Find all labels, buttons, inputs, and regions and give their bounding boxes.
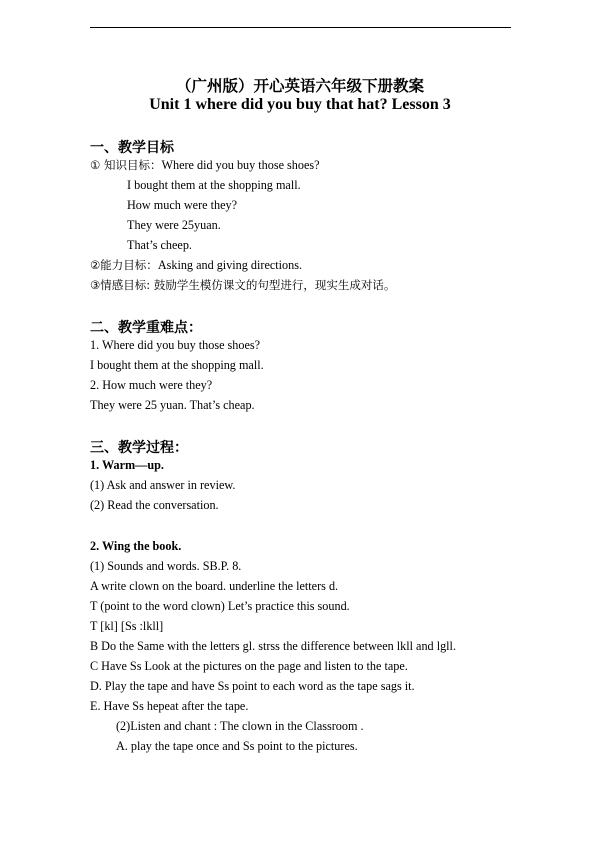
wing-line: D. Play the tape and have Ss point to each word as the tape sags it. bbox=[90, 679, 415, 693]
wing-line: T [kl] [Ss :lkll] bbox=[90, 619, 164, 633]
key-point-line: 2. How much were they? bbox=[90, 378, 213, 392]
objective-emotion-text: 鼓励学生模仿课文的句型进行，现实生成对话。 bbox=[153, 278, 396, 292]
objective-knowledge-label: ① 知识目标： bbox=[90, 158, 162, 172]
wing-line: E. Have Ss hepeat after the tape. bbox=[90, 699, 249, 713]
objective-emotion-label: ③情感目标: bbox=[90, 278, 154, 292]
objective-line: They were 25yuan. bbox=[127, 218, 221, 232]
chant-line: A. play the tape once and Ss point to the pictures. bbox=[116, 739, 358, 753]
chant-line: (2)Listen and chant : The clown in the Classroom . bbox=[116, 719, 364, 733]
objective-knowledge-text: Where did you buy those shoes? bbox=[161, 158, 320, 172]
key-point-line: I bought them at the shopping mall. bbox=[90, 358, 264, 372]
section-heading-process: 三、教学过程： bbox=[90, 440, 188, 456]
section-heading-objectives: 一、教学目标 bbox=[90, 140, 174, 156]
document-title-chinese: （广州版）开心英语六年级下册教案 bbox=[175, 77, 424, 95]
objective-ability bbox=[90, 258, 302, 272]
objective-line: I bought them at the shopping mall. bbox=[127, 178, 301, 192]
key-point-line: They were 25 yuan. That’s cheap. bbox=[90, 398, 255, 412]
step-warmup-title: 1. Warm—up. bbox=[90, 458, 164, 472]
header-rule bbox=[90, 27, 511, 28]
objective-ability-text: Asking and giving directions. bbox=[157, 258, 303, 272]
wing-line: C Have Ss Look at the pictures on the page and listen to the tape. bbox=[90, 659, 408, 673]
objective-ability-label: ②能力目标： bbox=[90, 258, 158, 272]
wing-line: A write clown on the board. underline the letters d. bbox=[90, 579, 339, 593]
warmup-line: (1) Ask and answer in review. bbox=[90, 478, 236, 492]
objective-line: How much were they? bbox=[127, 198, 237, 212]
key-point-line: 1. Where did you buy those shoes? bbox=[90, 338, 261, 352]
wing-line: T (point to the word clown) Let’s practice this sound. bbox=[90, 599, 350, 613]
section-heading-key-points: 二、教学重难点： bbox=[90, 320, 202, 336]
step-wing-title: 2. Wing the book. bbox=[90, 539, 182, 553]
objective-line: That’s cheep. bbox=[127, 238, 192, 252]
warmup-line: (2) Read the conversation. bbox=[90, 498, 219, 512]
wing-line: (1) Sounds and words. SB.P. 8. bbox=[90, 559, 242, 573]
document-title-english: Unit 1 where did you buy that hat? Lesson 3 bbox=[149, 96, 451, 113]
objective-emotion bbox=[90, 278, 395, 292]
objective-knowledge bbox=[90, 158, 320, 172]
wing-line: B Do the Same with the letters gl. strss the difference between lkll and lgll. bbox=[90, 639, 456, 653]
